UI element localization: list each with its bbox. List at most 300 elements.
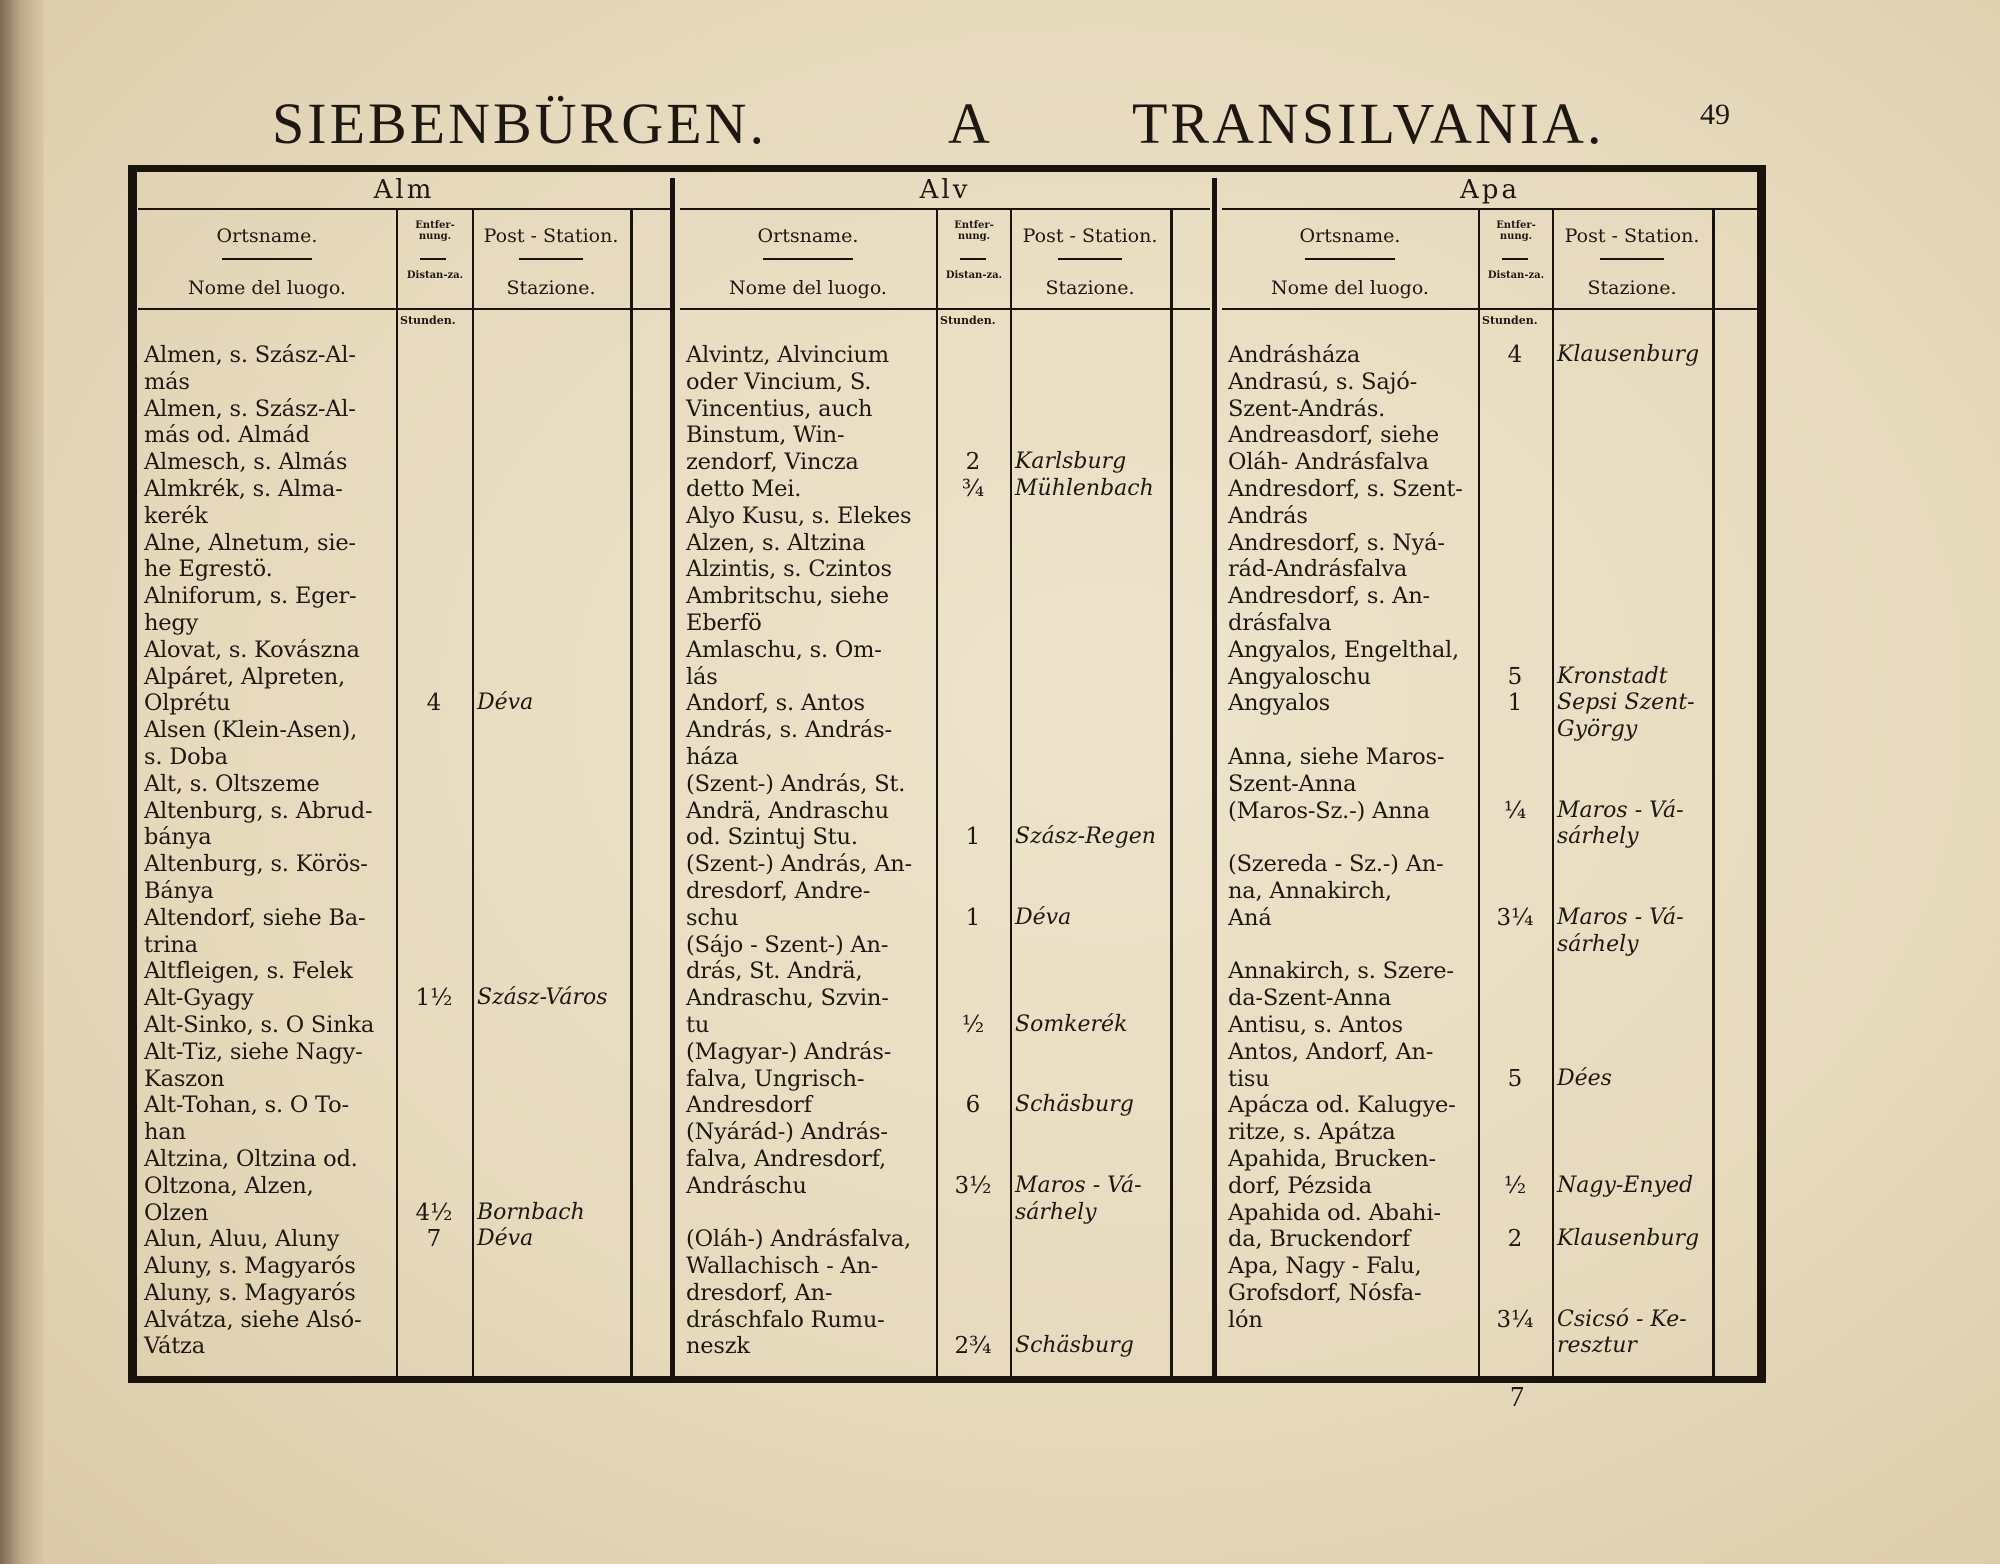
table-row — [680, 422, 1210, 449]
place-name: más — [144, 368, 190, 395]
place-name: Alvátza, siehe Alsó- — [144, 1306, 362, 1333]
place-name: Altenburg, s. Abrud- — [144, 797, 373, 824]
place-name: Antisu, s. Antos — [1228, 1011, 1403, 1038]
header-place-it: Nome del luogo. — [1271, 277, 1429, 299]
table-row — [680, 664, 1210, 691]
distance-hours: 4½ — [415, 1199, 453, 1226]
table-row — [138, 503, 670, 530]
section-title: Apa — [1222, 172, 1758, 210]
hours-label: Stunden. — [940, 314, 996, 327]
place-name: tisu — [1228, 1065, 1270, 1092]
table-row — [680, 1012, 1210, 1039]
post-station: Szász-Város — [477, 985, 608, 1011]
table-row — [680, 690, 1210, 717]
table-row — [1222, 905, 1758, 932]
table-row — [680, 958, 1210, 985]
place-name: Alne, Alnetum, sie- — [144, 529, 356, 556]
place-name: Annakirch, s. Szere- — [1228, 958, 1454, 985]
post-station: Csicsó - Ke- — [1557, 1306, 1687, 1332]
post-station: György — [1557, 717, 1638, 743]
place-name: zendorf, Vincza — [686, 449, 859, 476]
place-name: Olprétu — [144, 690, 231, 717]
place-name: Almen, s. Szász-Al- — [144, 342, 356, 368]
place-name: tu — [686, 1011, 710, 1038]
section-apa — [1222, 172, 1758, 1378]
table-row — [680, 1039, 1210, 1066]
table-row — [1222, 1226, 1758, 1253]
table-row — [680, 637, 1210, 664]
place-name: Altfleigen, s. Felek — [144, 958, 353, 985]
table-row — [138, 342, 670, 369]
post-station: Nagy-Enyed — [1557, 1172, 1694, 1198]
place-name: da-Szent-Anna — [1228, 985, 1392, 1012]
section-alm — [138, 172, 670, 1378]
place-name: Andresdorf, s. Nyá- — [1228, 529, 1445, 556]
place-name: Andresdorf, s. Szent- — [1228, 475, 1463, 502]
place-name: András, s. András- — [686, 717, 892, 744]
place-name: Ambritschu, siehe — [686, 583, 889, 610]
post-station: Dées — [1557, 1065, 1612, 1091]
post-station: Déva — [477, 690, 534, 716]
table-row — [1222, 1066, 1758, 1093]
place-name: Andresdorf, s. An- — [1228, 583, 1430, 610]
post-station: Somkerék — [1015, 1011, 1128, 1037]
entry-list — [138, 342, 670, 1360]
place-name: Kaszon — [144, 1065, 225, 1092]
place-name: Vincentius, auch — [686, 395, 873, 422]
distance-hours: 1 — [1507, 690, 1523, 717]
place-name: Apácza od. Kalugye- — [1228, 1092, 1456, 1119]
place-name: Alzintis, s. Czintos — [686, 556, 892, 583]
header-place-de: Ortsname. — [1299, 225, 1401, 247]
table-row — [680, 1307, 1210, 1334]
place-name: schu — [686, 904, 739, 931]
header-rule — [1222, 308, 1758, 310]
table-row — [138, 449, 670, 476]
table-row — [680, 503, 1210, 530]
header-station-de: Post - Station. — [483, 225, 619, 247]
place-name: bánya — [144, 824, 212, 851]
table-row — [1222, 664, 1758, 691]
place-name: (Szereda - Sz.-) An- — [1228, 851, 1444, 878]
table-row — [1222, 1119, 1758, 1146]
place-name: Wallachisch - An- — [686, 1253, 879, 1280]
header-station-de: Post - Station. — [1564, 225, 1700, 247]
place-name: (Maros-Sz.-) Anna — [1228, 797, 1430, 824]
table-row — [138, 878, 670, 905]
place-name: lás — [686, 663, 718, 690]
table-row — [1222, 449, 1758, 476]
header-distance-it: Distan-za. — [945, 270, 1003, 281]
place-name: Alt-Sinko, s. O Sinka — [144, 1011, 375, 1038]
header-right-title: TRANSILVANIA. — [1132, 91, 1605, 156]
header-underline — [960, 258, 986, 260]
table-row — [1222, 422, 1758, 449]
table-row — [680, 851, 1210, 878]
place-name: Andresdorf — [686, 1092, 812, 1119]
table-row — [138, 664, 670, 691]
table-row — [138, 1333, 670, 1360]
table-row — [680, 583, 1210, 610]
post-station: Déva — [1015, 904, 1072, 930]
place-name: András — [1228, 502, 1308, 529]
place-name: rád-Andrásfalva — [1228, 556, 1408, 583]
table-row — [680, 905, 1210, 932]
place-name: dresdorf, Andre- — [686, 877, 871, 904]
table-row — [1222, 1253, 1758, 1280]
place-name: Angyalos — [1228, 690, 1330, 717]
header-underline — [519, 258, 583, 260]
distance-hours: 3½ — [954, 1172, 992, 1199]
place-name: (Nyárád-) András- — [686, 1119, 888, 1146]
table-row — [138, 1307, 670, 1334]
table-row — [680, 530, 1210, 557]
header-distance-de: Entfer-nung. — [415, 220, 455, 242]
place-name: Andrä, Andraschu — [686, 797, 889, 824]
place-name: Olzen — [144, 1199, 209, 1226]
header-underline — [1502, 258, 1528, 260]
post-station: Karlsburg — [1015, 449, 1127, 475]
place-name: hegy — [144, 609, 199, 636]
place-name: Altzina, Oltzina od. — [144, 1145, 358, 1172]
table-row — [138, 1039, 670, 1066]
table-row — [138, 1066, 670, 1093]
table-row — [1222, 744, 1758, 771]
place-name: más od. Almád — [144, 422, 310, 449]
table-row — [1222, 342, 1758, 369]
header-station-it: Stazione. — [506, 277, 596, 299]
table-row — [1222, 1039, 1758, 1066]
table-row — [1222, 878, 1758, 905]
table-row — [138, 690, 670, 717]
table-row — [1222, 824, 1758, 851]
table-row — [138, 1173, 670, 1200]
table-row — [1222, 530, 1758, 557]
table-row — [1222, 932, 1758, 959]
post-station: Bornbach — [477, 1199, 585, 1225]
table-row — [1222, 556, 1758, 583]
header-station-de: Post - Station. — [1022, 225, 1158, 247]
table-row — [138, 824, 670, 851]
header-underline — [420, 258, 446, 260]
place-name: trina — [144, 931, 198, 958]
place-name: Oltzona, Alzen, — [144, 1172, 314, 1199]
place-name: kerék — [144, 502, 208, 529]
place-name: Alsen (Klein-Asen), — [144, 717, 358, 744]
hours-label: Stunden. — [1482, 314, 1538, 327]
table-row — [1222, 1333, 1758, 1360]
table-row — [1222, 771, 1758, 798]
post-station: Schäsburg — [1015, 1333, 1134, 1359]
table-row — [680, 717, 1210, 744]
table-row — [680, 798, 1210, 825]
table-row — [680, 1200, 1210, 1227]
distance-hours: ¼ — [1503, 797, 1527, 824]
place-name: (Szent-) András, St. — [686, 770, 906, 797]
table-row — [138, 744, 670, 771]
place-name: (Magyar-) András- — [686, 1038, 892, 1065]
table-row — [680, 1253, 1210, 1280]
table-row — [680, 1092, 1210, 1119]
place-name: Altendorf, siehe Ba- — [144, 904, 366, 931]
place-name: Altenburg, s. Körös- — [144, 851, 368, 878]
place-name: Eberfö — [686, 609, 762, 636]
table-row — [1222, 476, 1758, 503]
section-separator — [1212, 178, 1217, 1378]
place-name: Alt, s. Oltszeme — [144, 770, 320, 797]
place-name: ritze, s. Apátza — [1228, 1119, 1396, 1146]
distance-hours: 5 — [1507, 1065, 1523, 1092]
header-place-de: Ortsname. — [216, 225, 318, 247]
table-row — [138, 771, 670, 798]
post-station: Klausenburg — [1557, 342, 1700, 367]
table-row — [1222, 798, 1758, 825]
table-row — [1222, 1173, 1758, 1200]
table-row — [680, 1066, 1210, 1093]
table-row — [680, 476, 1210, 503]
hours-label: Stunden. — [400, 314, 456, 327]
section-title: Alm — [138, 172, 670, 210]
header-distance-de: Entfer-nung. — [954, 220, 994, 242]
table-row — [680, 556, 1210, 583]
entry-list — [680, 342, 1210, 1360]
place-name: Szent-Anna — [1228, 770, 1357, 797]
distance-hours: 7 — [426, 1226, 442, 1253]
section-alv — [680, 172, 1210, 1378]
header-distance-it: Distan-za. — [406, 270, 464, 281]
table-row — [138, 369, 670, 396]
header-place-it: Nome del luogo. — [188, 277, 346, 299]
page-number: 49 — [1700, 98, 1730, 131]
table-row — [680, 396, 1210, 423]
post-station: Maros - Vá- — [1557, 797, 1684, 823]
place-name: Andorf, s. Antos — [686, 690, 865, 717]
table-row — [138, 1146, 670, 1173]
place-name: s. Doba — [144, 743, 228, 770]
post-station: Klausenburg — [1557, 1226, 1700, 1252]
place-name: Alpáret, Alpreten, — [144, 663, 345, 690]
post-station: sárhely — [1015, 1199, 1097, 1225]
header-place-it: Nome del luogo. — [729, 277, 887, 299]
table-row — [680, 771, 1210, 798]
place-name: oder Vincium, S. — [686, 368, 872, 395]
post-station: Déva — [477, 1226, 534, 1252]
place-name: drás, St. Andrä, — [686, 958, 863, 985]
place-name: drásfalva — [1228, 609, 1332, 636]
place-name: (Sájo - Szent-) An- — [686, 931, 889, 958]
table-row — [680, 1146, 1210, 1173]
distance-hours: ¾ — [961, 475, 985, 502]
distance-hours: ½ — [1503, 1172, 1527, 1199]
place-name: Almen, s. Szász-Al- — [144, 395, 356, 422]
place-name: od. Szintuj Stu. — [686, 824, 858, 851]
table-row — [138, 1280, 670, 1307]
place-name: Apahida od. Abahi- — [1228, 1199, 1441, 1226]
place-name: he Egrestö. — [144, 556, 273, 583]
table-row — [138, 1226, 670, 1253]
place-name: háza — [686, 743, 739, 770]
table-row — [1222, 985, 1758, 1012]
place-name: Angyalos, Engelthal, — [1228, 636, 1459, 663]
table-row — [1222, 717, 1758, 744]
header-left-title: SIEBENBÜRGEN. — [272, 91, 767, 156]
distance-hours: 3¼ — [1496, 904, 1534, 931]
place-name: Alyo Kusu, s. Elekes — [686, 502, 912, 529]
table-row — [138, 610, 670, 637]
place-name: dresdorf, An- — [686, 1279, 833, 1306]
place-name: Andreasdorf, siehe — [1228, 422, 1439, 449]
post-station: Sepsi Szent- — [1557, 690, 1695, 716]
place-name: Alt-Tohan, s. O To- — [144, 1092, 349, 1119]
table-row — [680, 1333, 1210, 1360]
table-row — [680, 744, 1210, 771]
table-row — [138, 851, 670, 878]
place-name: Andraschu, Szvin- — [686, 985, 889, 1012]
place-name: han — [144, 1119, 186, 1146]
place-name: Szent-András. — [1228, 395, 1386, 422]
distance-hours: 1 — [965, 904, 981, 931]
table-row — [138, 637, 670, 664]
table-row — [1222, 610, 1758, 637]
post-station: Maros - Vá- — [1015, 1172, 1142, 1198]
place-name: Grofsdorf, Nósfa- — [1228, 1279, 1422, 1306]
table-row — [138, 905, 670, 932]
place-name: Almkrék, s. Alma- — [144, 475, 343, 502]
place-name: dráschfalo Rumu- — [686, 1306, 885, 1333]
distance-hours: 1½ — [415, 985, 453, 1012]
section-title: Alv — [680, 172, 1210, 210]
post-station: Kronstadt — [1557, 663, 1668, 689]
place-name: detto Mei. — [686, 475, 802, 502]
table-row — [138, 958, 670, 985]
table-row — [138, 985, 670, 1012]
header-rule — [138, 308, 670, 310]
place-name: (Szent-) András, An- — [686, 851, 912, 878]
distance-hours: 4 — [426, 690, 442, 717]
place-name: Aná — [1228, 904, 1272, 931]
place-name: Anna, siehe Maros- — [1228, 743, 1445, 770]
post-station: Maros - Vá- — [1557, 904, 1684, 930]
table-row — [1222, 690, 1758, 717]
distance-hours: 2 — [1507, 1226, 1523, 1253]
place-name: Andrasú, s. Sajó- — [1228, 368, 1418, 395]
table-row — [138, 798, 670, 825]
distance-hours: 2¾ — [954, 1333, 992, 1360]
place-name: Amlaschu, s. Om- — [686, 636, 882, 663]
place-name: Apa, Nagy - Falu, — [1228, 1253, 1422, 1280]
place-name: Andráschu — [686, 1172, 807, 1199]
place-name: Andrásháza — [1228, 342, 1361, 368]
place-name: (Oláh-) Andrásfalva, — [686, 1226, 911, 1253]
entry-list — [1222, 342, 1758, 1360]
table-row — [1222, 1280, 1758, 1307]
table-row — [1222, 1146, 1758, 1173]
table-row — [680, 610, 1210, 637]
place-name: da, Bruckendorf — [1228, 1226, 1410, 1253]
place-name: Alvintz, Alvincium — [686, 342, 889, 368]
header-underline — [1600, 258, 1664, 260]
place-name: neszk — [686, 1333, 750, 1360]
distance-hours: 2 — [965, 449, 981, 476]
table-row — [680, 1173, 1210, 1200]
table-row — [138, 476, 670, 503]
table-row — [138, 1012, 670, 1039]
header-distance-de: Entfer-nung. — [1496, 220, 1536, 242]
table-row — [1222, 1200, 1758, 1227]
table-row — [1222, 503, 1758, 530]
table-row — [138, 422, 670, 449]
place-name: falva, Ungrisch- — [686, 1065, 865, 1092]
book-gutter — [0, 0, 44, 1564]
table-row — [1222, 637, 1758, 664]
table-row — [138, 396, 670, 423]
table-row — [138, 932, 670, 959]
table-row — [680, 878, 1210, 905]
place-name: Aluny, s. Magyarós — [144, 1253, 356, 1280]
header-underline — [1058, 258, 1122, 260]
signature-mark: 7 — [1510, 1382, 1524, 1413]
table-row — [138, 1092, 670, 1119]
header-station-it: Stazione. — [1045, 277, 1135, 299]
table-row — [1222, 851, 1758, 878]
place-name: Aluny, s. Magyarós — [144, 1279, 356, 1306]
distance-hours: 5 — [1507, 663, 1523, 690]
section-separator — [670, 178, 675, 1378]
table-row — [1222, 396, 1758, 423]
post-station: resztur — [1557, 1333, 1637, 1359]
place-name: dorf, Pézsida — [1228, 1172, 1372, 1199]
table-row — [138, 530, 670, 557]
place-name: Alun, Aluu, Aluny — [144, 1226, 340, 1253]
place-name: Alt-Gyagy — [144, 985, 254, 1012]
distance-hours: ½ — [961, 1011, 985, 1038]
place-name: falva, Andresdorf, — [686, 1145, 886, 1172]
place-name: na, Annakirch, — [1228, 877, 1392, 904]
table-row — [138, 1253, 670, 1280]
header-underline — [763, 258, 853, 260]
place-name: Alniforum, s. Eger- — [144, 583, 357, 610]
table-row — [1222, 1307, 1758, 1334]
place-name: Apahida, Brucken- — [1228, 1145, 1436, 1172]
table-row — [138, 1119, 670, 1146]
table-row — [1222, 1092, 1758, 1119]
table-row — [138, 1200, 670, 1227]
header-station-it: Stazione. — [1587, 277, 1677, 299]
place-name: Alovat, s. Kovászna — [144, 636, 360, 663]
place-name: Oláh- Andrásfalva — [1228, 449, 1429, 476]
table-row — [1222, 583, 1758, 610]
place-name: Alzen, s. Altzina — [686, 529, 866, 556]
table-row — [680, 1119, 1210, 1146]
header-underline — [222, 258, 312, 260]
table-row — [1222, 958, 1758, 985]
distance-hours: 1 — [965, 824, 981, 851]
place-name: Antos, Andorf, An- — [1228, 1038, 1434, 1065]
table-row — [1222, 369, 1758, 396]
place-name: lón — [1228, 1306, 1263, 1333]
table-row — [138, 583, 670, 610]
post-station: Schäsburg — [1015, 1092, 1134, 1118]
table-row — [680, 449, 1210, 476]
table-row — [680, 342, 1210, 369]
place-name: Binstum, Win- — [686, 422, 845, 449]
table-row — [680, 1226, 1210, 1253]
table-row — [138, 556, 670, 583]
table-row — [680, 985, 1210, 1012]
place-name: Almesch, s. Almás — [144, 449, 348, 476]
table-row — [680, 932, 1210, 959]
distance-hours: 6 — [965, 1092, 981, 1119]
